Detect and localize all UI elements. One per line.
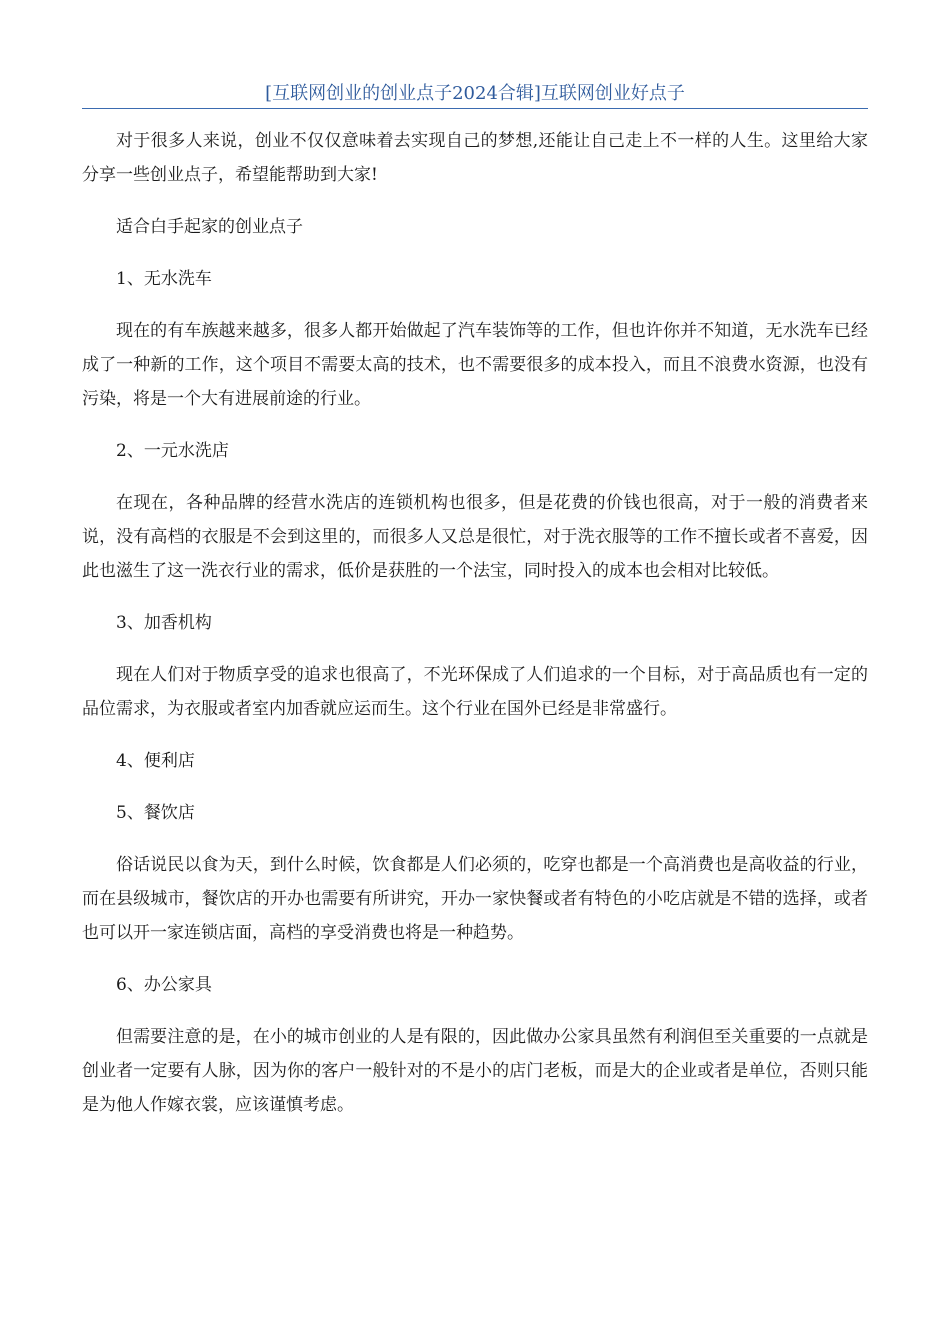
item-heading-3: 3、加香机构 [116, 613, 212, 633]
item-body-2: 在现在，各种品牌的经营水洗店的连锁机构也很多，但是花费的价钱也很高，对于一般的消费者来说，没有高档的衣服是不会到这里的，而很多人又总是很忙，对于洗衣服等的工作不擅长或者不喜爱，因此也滋生了这一洗衣行业的需求，低价是获胜的一个法宝，同时投入的成本也会相对比较低。 [82, 493, 868, 581]
spacer [82, 830, 868, 848]
item-heading-5: 5、餐饮店 [116, 803, 195, 823]
item-heading-4: 4、便利店 [116, 751, 195, 771]
spacer [82, 244, 868, 262]
item-heading-2: 2、一元水洗店 [116, 441, 229, 461]
spacer [82, 588, 868, 606]
spacer [82, 950, 868, 968]
spacer [82, 468, 868, 486]
section-title: 适合白手起家的创业点子 [116, 217, 303, 237]
item-body-5: 俗话说民以食为天，到什么时候，饮食都是人们必须的，吃穿也都是一个高消费也是高收益的行业，而在县级城市，餐饮店的开办也需要有所讲究，开办一家快餐或者有特色的小吃店就是不错的选择，或者也可以开一家连锁店面，高档的享受消费也将是一种趋势。 [82, 855, 868, 943]
spacer [82, 296, 868, 314]
spacer [82, 726, 868, 744]
spacer [82, 778, 868, 796]
spacer [82, 640, 868, 658]
item-heading-6: 6、办公家具 [116, 975, 212, 995]
document-body [82, 124, 868, 1122]
spacer [82, 192, 868, 210]
title-underline [82, 108, 868, 109]
item-body-3: 现在人们对于物质享受的追求也很高了，不光环保成了人们追求的一个目标，对于高品质也有一定的品位需求，为衣服或者室内加香就应运而生。这个行业在国外已经是非常盛行。 [82, 665, 868, 719]
item-body-6: 但需要注意的是，在小的城市创业的人是有限的，因此做办公家具虽然有利润但至关重要的一点就是创业者一定要有人脉，因为你的客户一般针对的不是小的店门老板，而是大的企业或者是单位，否则只能是为他人作嫁衣裳，应该谨慎考虑。 [82, 1027, 868, 1115]
item-body-1: 现在的有车族越来越多，很多人都开始做起了汽车装饰等的工作，但也许你并不知道，无水洗车已经成了一种新的工作，这个项目不需要太高的技术，也不需要很多的成本投入，而且不浪费水资源，也没有污染，将是一个大有进展前途的行业。 [82, 321, 868, 409]
spacer [82, 416, 868, 434]
intro-paragraph: 对于很多人来说，创业不仅仅意味着去实现自己的梦想,还能让自己走上不一样的人生。这里给大家分享一些创业点子，希望能帮助到大家! [82, 131, 868, 185]
item-heading-1: 1、无水洗车 [116, 269, 212, 289]
spacer [82, 1002, 868, 1020]
document-title: [互联网创业的创业点子2024合辑]互联网创业好点子 [265, 83, 685, 104]
